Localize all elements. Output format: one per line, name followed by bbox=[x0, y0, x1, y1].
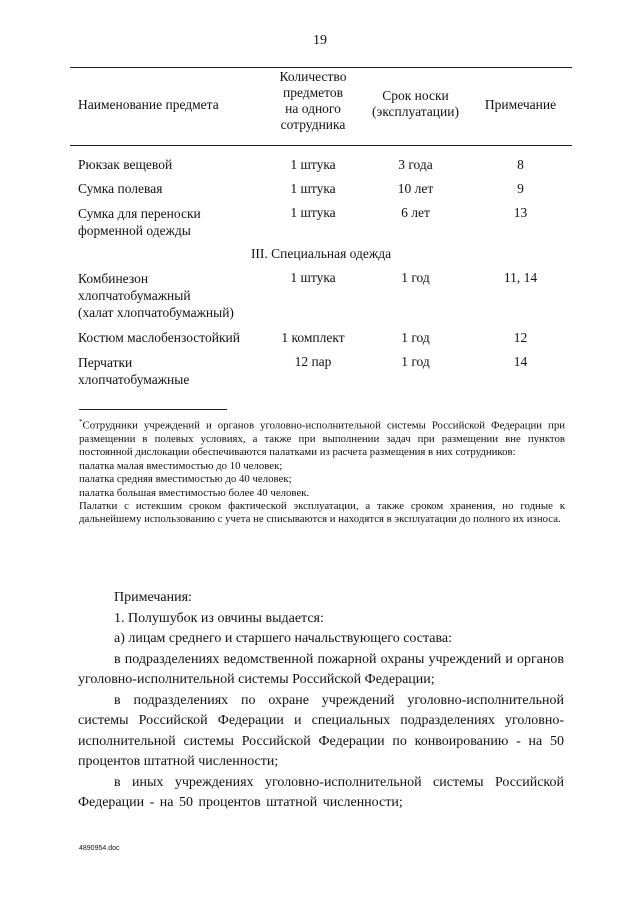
notes-item: а) лицам среднего и старшего начальствующего состава: bbox=[114, 631, 452, 646]
table-header-quantity: Количество предметов на одного сотрудника bbox=[279, 69, 347, 132]
table-cell-name: Перчатки хлопчатобумажные bbox=[78, 355, 190, 387]
table-cell-note: 9 bbox=[517, 181, 524, 196]
footnote bbox=[79, 416, 565, 527]
table-cell-term: 1 год bbox=[401, 354, 430, 369]
table-section-title: III. Специальная одежда bbox=[250, 246, 392, 261]
footnote-line: палатка большая вместимостью более 40 человек. bbox=[79, 486, 310, 499]
table-cell-term: 1 год bbox=[401, 270, 430, 285]
page-number: 19 bbox=[313, 33, 327, 48]
notes-paragraph: в подразделениях по охране учреждений уголовно-исполнительной системы Российской Федерации и специальных подразделениях уголовно-исполнительной системы Российской Федерации по конвоированию - на 50 процентов штатной численности; bbox=[78, 692, 564, 769]
table-cell-note: 8 bbox=[517, 157, 524, 172]
table-cell-note: 13 bbox=[513, 205, 528, 220]
footnote-text: Сотрудники учреждений и органов уголовно-исполнительной системы Российской Федерации при размещении в полевых условиях, а также при выполнении задач при размещении вне пунктов постоянной дислокации обеспечиваются палатками из расчета размещения в них сотрудников: bbox=[79, 419, 565, 459]
table-cell-term: 1 год bbox=[401, 330, 430, 345]
table-cell-name: Сумка для переноски форменной одежды bbox=[78, 206, 201, 238]
table-cell-term: 6 лет bbox=[401, 205, 430, 220]
footnote-paragraph: Палатки с истекшим сроком фактической эксплуатации, а также сроком хранения, но годные к дальнейшему использованию с учета не списываются и находятся в эксплуатации до полного их износа. bbox=[79, 500, 565, 526]
table-cell-qty: 1 комплект bbox=[281, 330, 345, 345]
footnote-rule bbox=[79, 409, 227, 410]
document-code: 4890954.doc bbox=[79, 845, 120, 852]
table-cell-qty: 12 пар bbox=[294, 354, 332, 369]
table-cell-name: Костюм маслобензостойкий bbox=[78, 330, 240, 345]
notes-heading: Примечания: bbox=[114, 590, 192, 605]
table-cell-note: 14 bbox=[513, 354, 528, 369]
table-header-name: Наименование предмета bbox=[78, 97, 219, 112]
table-cell-qty: 1 штука bbox=[290, 270, 336, 285]
notes-paragraph: в подразделениях ведомственной пожарной охраны учреждений и органов уголовно-исполнительной системы Российской Федерации; bbox=[78, 651, 564, 687]
notes-paragraph: в иных учреждениях уголовно-исполнительной системы Российской Федерации - на 50 процентов штатной численности; bbox=[78, 774, 564, 810]
notes-item: 1. Полушубок из овчины выдается: bbox=[114, 610, 324, 626]
footnote-line: палатка средняя вместимостью до 40 человек; bbox=[79, 473, 292, 486]
table-header-term: Срок носки (эксплуатации) bbox=[372, 88, 459, 119]
table-header-rule bbox=[70, 145, 572, 146]
table-header-note: Примечание bbox=[484, 97, 557, 112]
table-cell-name: Рюкзак вещевой bbox=[78, 157, 173, 172]
table-cell-term: 3 года bbox=[398, 157, 433, 172]
table-cell-qty: 1 штука bbox=[290, 181, 336, 196]
table-cell-note: 11, 14 bbox=[503, 270, 538, 285]
notes-section bbox=[78, 588, 564, 814]
table-cell-name: Комбинезон хлопчатобумажный (халат хлопчатобумажный) bbox=[78, 271, 234, 320]
table-cell-qty: 1 штука bbox=[290, 157, 336, 172]
table-cell-term: 10 лет bbox=[397, 181, 434, 196]
footnote-line: палатка малая вместимостью до 10 человек; bbox=[79, 459, 283, 472]
table-cell-name: Сумка полевая bbox=[78, 181, 163, 196]
table-cell-note: 12 bbox=[513, 330, 528, 345]
footnote-marker: * bbox=[79, 418, 83, 426]
table-cell-qty: 1 штука bbox=[290, 205, 336, 220]
footnote-paragraph bbox=[79, 416, 565, 460]
table-top-rule bbox=[70, 67, 572, 68]
